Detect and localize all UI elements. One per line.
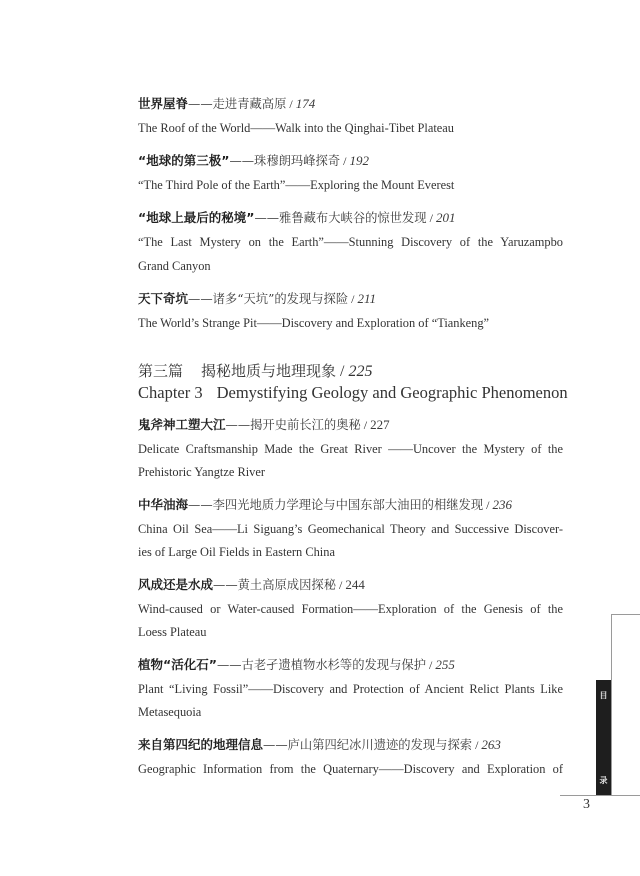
page-separator: / [426,658,436,672]
page-separator: / [483,498,493,512]
entry-title-zh: 中华油海 [138,497,189,512]
entry-subtitle-zh: ——走进青藏高原 [188,97,287,111]
page-separator: / [340,154,350,168]
toc-entry-en: Wind-caused or Water-caused Formation——Exploration of the Genesis of the [138,602,563,616]
tab-char-lu: 录 [599,776,608,785]
page-number: 3 [583,797,590,812]
page-ref: 236 [492,497,512,512]
entry-subtitle-zh: ——诸多“天坑”的发现与探险 [188,292,349,306]
toc-entry-en-cont: Metasequoia [138,705,202,719]
page-ref: 244 [345,577,365,592]
toc-entry-zh[interactable] [138,657,455,673]
toc-entry-en: China Oil Sea——Li Siguang’s Geomechanical Theory and Successive Discover- [138,522,563,536]
page-separator: / [336,363,349,380]
tab-char-mu: 目 [599,691,608,700]
toc-entry-en-cont: Loess Plateau [138,625,207,639]
page-ref: 174 [295,96,316,111]
toc-entry-zh[interactable] [138,737,501,753]
entry-subtitle-zh: ——古老孑遗植物水杉等的发现与保护 [216,658,426,672]
toc-entry-en: The Roof of the World——Walk into the Qinghai-Tibet Plateau [138,121,454,135]
page-ref: 192 [349,153,369,168]
toc-entry-en: The World’s Strange Pit——Discovery and Exploration of “Tiankeng” [138,316,490,330]
toc-entry-zh[interactable] [138,96,315,112]
entry-subtitle-zh: ——李四光地质力学理论与中国东部大油田的相继发现 [188,498,484,512]
footer-rule [560,795,640,796]
chapter-title-zh: 揭秘地质与地理现象 [201,362,337,380]
page-separator: / [286,97,296,111]
page-separator: / [360,418,371,432]
entry-title-zh: “地球上最后的秘境” [138,210,255,225]
toc-entry-zh[interactable] [138,153,369,169]
page-separator: / [348,292,358,306]
chapter-heading-en [138,383,568,404]
toc-entry-en-cont: Prehistoric Yangtze River [138,465,265,479]
chapter-heading-zh[interactable] [138,361,372,382]
toc-entry-zh[interactable] [138,210,455,226]
chapter-title-en: Demystifying Geology and Geographic Phenomenon [216,383,568,402]
entry-subtitle-zh: ——黄土高原成因探秘 [213,578,336,592]
page-ref: 201 [435,210,456,225]
page-separator: / [472,738,482,752]
page-ref: 211 [357,291,377,306]
toc-entry-zh[interactable] [138,417,390,433]
entry-subtitle-zh: ——雅鲁藏布大峡谷的惊世发现 [254,211,427,225]
entry-subtitle-zh: ——庐山第四纪冰川遗迹的发现与探索 [263,738,473,752]
page-ref: 227 [370,417,390,432]
entry-subtitle-zh: ——揭开史前长江的奥秘 [225,418,361,432]
tab-border-top [611,614,640,615]
toc-entry-en: Plant “Living Fossil”——Discovery and Protection of Ancient Relict Plants Like [138,682,563,696]
toc-entry-en: “The Last Mystery on the Earth”——Stunning Discovery of the Yaruzampbo [138,235,563,249]
page-separator: / [426,211,436,225]
chapter-label-zh: 第三篇 [138,362,184,380]
entry-title-zh: 植物“活化石” [138,657,217,672]
toc-entry-en-cont: Grand Canyon [138,259,211,273]
page-separator: / [336,578,346,592]
tab-border-left [611,614,612,795]
entry-title-zh: 来自第四纪的地理信息 [138,737,264,752]
entry-title-zh: 风成还是水成 [138,577,214,592]
entry-title-zh: 天下奇坑 [138,291,189,306]
toc-entry-zh[interactable] [138,577,365,593]
toc-entry-en-cont: ies of Large Oil Fields in Eastern China [138,545,335,559]
contents-side-tab[interactable] [596,680,611,795]
toc-entry-en: “The Third Pole of the Earth”——Exploring the Mount Everest [138,178,455,192]
entry-title-zh: “地球的第三极” [138,153,230,168]
entry-subtitle-zh: ——珠穆朗玛峰探奇 [229,154,341,168]
toc-entry-en: Geographic Information from the Quaternary——Discovery and Exploration of [138,762,563,776]
chapter-label-en: Chapter 3 [138,383,203,402]
entry-title-zh: 鬼斧神工塑大江 [138,417,226,432]
toc-entry-zh[interactable] [138,497,512,513]
entry-title-zh: 世界屋脊 [138,96,189,111]
page-ref: 263 [481,737,501,752]
page-ref: 255 [435,657,455,672]
chapter-page-ref: 225 [348,363,373,380]
toc-entry-en: Delicate Craftsmanship Made the Great River ——Uncover the Mystery of the [138,442,563,456]
toc-entry-zh[interactable] [138,291,376,307]
